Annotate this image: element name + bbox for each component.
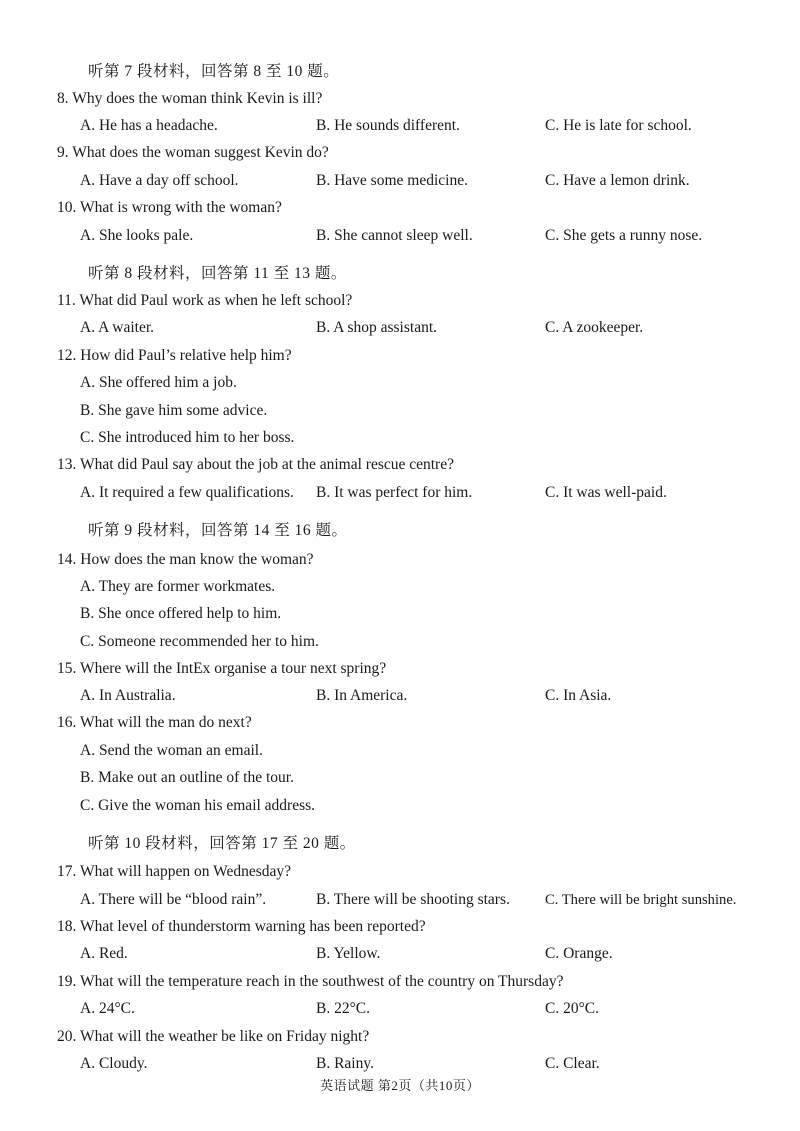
- section-header: 听第 8 段材料，回答第 11 至 13 题。: [88, 265, 347, 282]
- section-header: 听第 10 段材料，回答第 17 至 20 题。: [88, 835, 356, 852]
- option-b: B. 22°C.: [316, 1000, 371, 1017]
- option-a: A. They are former workmates.: [80, 578, 276, 595]
- option-c: C. A zookeeper.: [545, 319, 644, 336]
- option-a: A. Send the woman an email.: [80, 742, 263, 759]
- option-c: C. There will be bright sunshine.: [545, 892, 737, 908]
- option-b: B. She cannot sleep well.: [316, 227, 473, 244]
- option-row: [0, 944, 800, 964]
- option-row: [0, 1054, 800, 1074]
- option-row: [0, 686, 800, 706]
- option-a: A. Have a day off school.: [80, 172, 239, 189]
- question-stem: 17. What will happen on Wednesday?: [57, 863, 292, 880]
- option-b: B. Make out an outline of the tour.: [80, 769, 294, 786]
- option-row: [0, 171, 800, 191]
- option-c: C. In Asia.: [545, 687, 612, 704]
- page-footer: 英语试题 第2页（共10页）: [320, 1078, 480, 1093]
- option-row: [0, 116, 800, 136]
- option-row: [0, 483, 800, 503]
- option-a: A. A waiter.: [80, 319, 155, 336]
- question-stem: 9. What does the woman suggest Kevin do?: [57, 144, 329, 161]
- option-b: B. A shop assistant.: [316, 319, 438, 336]
- question-stem: 11. What did Paul work as when he left school?: [57, 292, 353, 309]
- option-a: A. She looks pale.: [80, 227, 194, 244]
- option-b: B. Yellow.: [316, 945, 381, 962]
- section-header: 听第 9 段材料，回答第 14 至 16 题。: [88, 522, 348, 539]
- option-a: A. She offered him a job.: [80, 374, 237, 391]
- question-stem: 19. What will the temperature reach in the southwest of the country on Thursday?: [57, 973, 564, 990]
- option-b: B. Have some medicine.: [316, 172, 468, 189]
- option-c: C. She gets a runny nose.: [545, 227, 703, 244]
- option-b: B. There will be shooting stars.: [316, 891, 510, 908]
- option-row: [0, 226, 800, 246]
- option-c: C. Someone recommended her to him.: [80, 633, 319, 650]
- option-c: C. 20°C.: [545, 1000, 600, 1017]
- option-a: A. It required a few qualifications.: [80, 484, 294, 501]
- option-a: A. In Australia.: [80, 687, 176, 704]
- option-b: B. She gave him some advice.: [80, 402, 268, 419]
- option-b: B. Rainy.: [316, 1055, 374, 1072]
- option-b: B. In America.: [316, 687, 408, 704]
- question-stem: 8. Why does the woman think Kevin is ill?: [57, 90, 323, 107]
- question-stem: 10. What is wrong with the woman?: [57, 199, 282, 216]
- question-stem: 15. Where will the IntEx organise a tour next spring?: [57, 660, 387, 677]
- section-header: 听第 7 段材料，回答第 8 至 10 题。: [88, 63, 340, 80]
- option-b: B. He sounds different.: [316, 117, 460, 134]
- question-stem: 18. What level of thunderstorm warning has been reported?: [57, 918, 426, 935]
- option-c: C. Give the woman his email address.: [80, 797, 316, 814]
- option-row: [0, 890, 800, 910]
- option-c: C. It was well-paid.: [545, 484, 667, 501]
- option-a: A. Red.: [80, 945, 128, 962]
- option-a: A. 24°C.: [80, 1000, 135, 1017]
- option-c: C. Clear.: [545, 1055, 600, 1072]
- option-c: C. She introduced him to her boss.: [80, 429, 295, 446]
- option-c: C. Orange.: [545, 945, 613, 962]
- option-a: A. Cloudy.: [80, 1055, 148, 1072]
- option-a: A. He has a headache.: [80, 117, 218, 134]
- option-c: C. He is late for school.: [545, 117, 692, 134]
- option-b: B. She once offered help to him.: [80, 605, 282, 622]
- option-row: [0, 999, 800, 1019]
- question-stem: 14. How does the man know the woman?: [57, 551, 314, 568]
- option-row: [0, 318, 800, 338]
- question-stem: 16. What will the man do next?: [57, 714, 252, 731]
- option-c: C. Have a lemon drink.: [545, 172, 690, 189]
- option-b: B. It was perfect for him.: [316, 484, 473, 501]
- option-a: A. There will be “blood rain”.: [80, 891, 267, 908]
- question-stem: 20. What will the weather be like on Friday night?: [57, 1028, 370, 1045]
- question-stem: 12. How did Paul’s relative help him?: [57, 347, 292, 364]
- question-stem: 13. What did Paul say about the job at the animal rescue centre?: [57, 456, 454, 473]
